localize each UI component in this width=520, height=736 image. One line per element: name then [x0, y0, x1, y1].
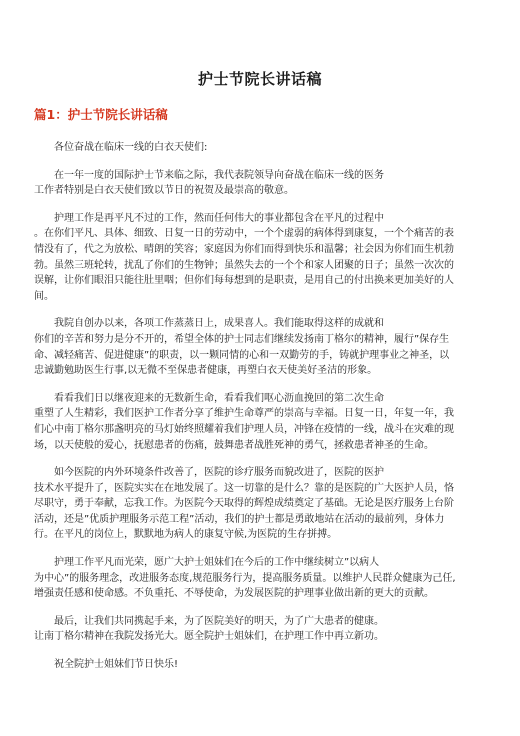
paragraph-line: 命、减轻痛苦、促进健康”的职责，以一颗同情的心和一双勤劳的手，铸就护理事业之神圣，以	[34, 349, 450, 361]
paragraph-line: 场，以天使般的爱心，抚慰患者的伤痛，鼓舞患者战胜死神的勇气，拯救患者神圣的生命。	[34, 439, 434, 451]
paragraph-line: 。在你们平凡、具体、细致、日复一日的劳动中，一个个虚弱的病体得到康复，一个个痛苦的表	[34, 228, 454, 240]
paragraph-line: 技术水平提升了，医院实实在在地发展了。这一切靠的是什么？靠的是医院的广大医护人员，恪	[34, 482, 454, 494]
paragraph-first-line: 最后，让我们共同携起手来，为了医院美好的明天，为了广大患者的健康。	[54, 615, 384, 627]
paragraph-line: 们心中南丁格尔那盏明亮的马灯始终照耀着我们护理人员，冲锋在疫情的一线，战斗在灾难的现	[34, 423, 454, 435]
body-paragraph	[34, 140, 486, 156]
paragraph-line: 你们的辛苦和努力是分不开的，希望全体的护士同志们继续发扬南丁格尔的精神，履行”保存生	[34, 333, 450, 345]
body-paragraph	[34, 168, 486, 199]
paragraph-line: 活动，还是”优质护理服务示范工程”活动，我们的护士都是勇敢地站在活动的最前列，身体力	[34, 513, 445, 525]
paragraph-line: 让南丁格尔精神在我院发扬光大。愿全院护士姐妹们，在护理工作中再立新功。	[34, 631, 384, 643]
paragraph-line: 忠诚勤勉助医生行事,以无微不至保患者健康，再塑白衣天使美好圣洁的形象。	[34, 365, 378, 377]
body-paragraph	[34, 614, 486, 645]
body-paragraph	[34, 316, 486, 378]
section-heading: 篇1：护士节院长讲话稿	[34, 107, 168, 122]
paragraph-line: 误解，让你们眼泪只能往肚里咽；但你们每每想到的是职责，是用自己的付出换来更加美好的人	[34, 275, 454, 287]
paragraph-line: 增强责任感和使命感。不负重托、不辱使命，为发展医院的护理事业做出新的更大的贡献。	[34, 588, 434, 600]
paragraph-line: 间。	[34, 290, 54, 302]
paragraph-line: 工作者特别是白衣天使们致以节日的祝贺及最崇高的敬意。	[34, 185, 294, 197]
paragraph-first-line: 在一年一度的国际护士节来临之际，我代表院领导向奋战在临床一线的医务	[54, 169, 384, 181]
body-paragraph	[34, 465, 486, 543]
paragraph-first-line: 看看我们日以继夜迎来的无数新生命，看看我们呕心沥血挽回的第二次生命	[54, 392, 384, 404]
paragraph-first-line: 各位奋战在临床一线的白衣天使们:	[54, 142, 208, 153]
paragraph-line: 勃。虽然三班轮转，扰乱了你们的生物钟；虽然失去的一个个和家人团聚的日子；虽然一次次的	[34, 259, 454, 271]
paragraph-line: 情没有了，代之为放松、晴朗的笑容；家庭因为你们而得到快乐和温馨；社会因为你们而生机勃	[34, 243, 454, 255]
body-paragraph	[34, 657, 486, 673]
paragraph-first-line: 护理工作平凡而光荣，愿广大护士姐妹们在今后的工作中继续树立”以病人	[54, 557, 380, 569]
paragraph-first-line: 祝全院护士姐妹们节日快乐!	[54, 659, 179, 671]
paragraph-line: 尽职守，勇于奉献，忘我工作。为医院今天取得的辉煌成绩奠定了基础。无论是医疗服务上台阶	[34, 498, 454, 510]
body-paragraph	[34, 391, 486, 453]
paragraph-line: 行。在平凡的岗位上，默默地为病人的康复守候,为医院的生存拼搏。	[34, 529, 338, 541]
paragraph-line: 重塑了人生精彩，我们医护工作者分享了维护生命尊严的崇高与幸福。日复一日，年复一年，我	[34, 408, 454, 420]
body-paragraph	[34, 211, 486, 305]
paragraph-line: 为中心”的服务理念，改进服务态度,规范服务行为，提高服务质量。以维护人民群众健康为己任,	[34, 572, 456, 584]
paragraph-first-line: 如今医院的内外环境条件改善了，医院的诊疗服务而貌改进了，医院的医护	[54, 467, 384, 479]
document-body	[34, 140, 486, 673]
document-title: 护士节院长讲话稿	[197, 70, 322, 88]
paragraph-first-line: 我院自创办以来，各项工作蒸蒸日上，成果喜人。我们能取得这样的成就和	[54, 318, 384, 330]
body-paragraph	[34, 555, 486, 602]
paragraph-first-line: 护理工作是再平凡不过的工作，然而任何伟大的事业都包含在平凡的过程中	[54, 212, 384, 224]
